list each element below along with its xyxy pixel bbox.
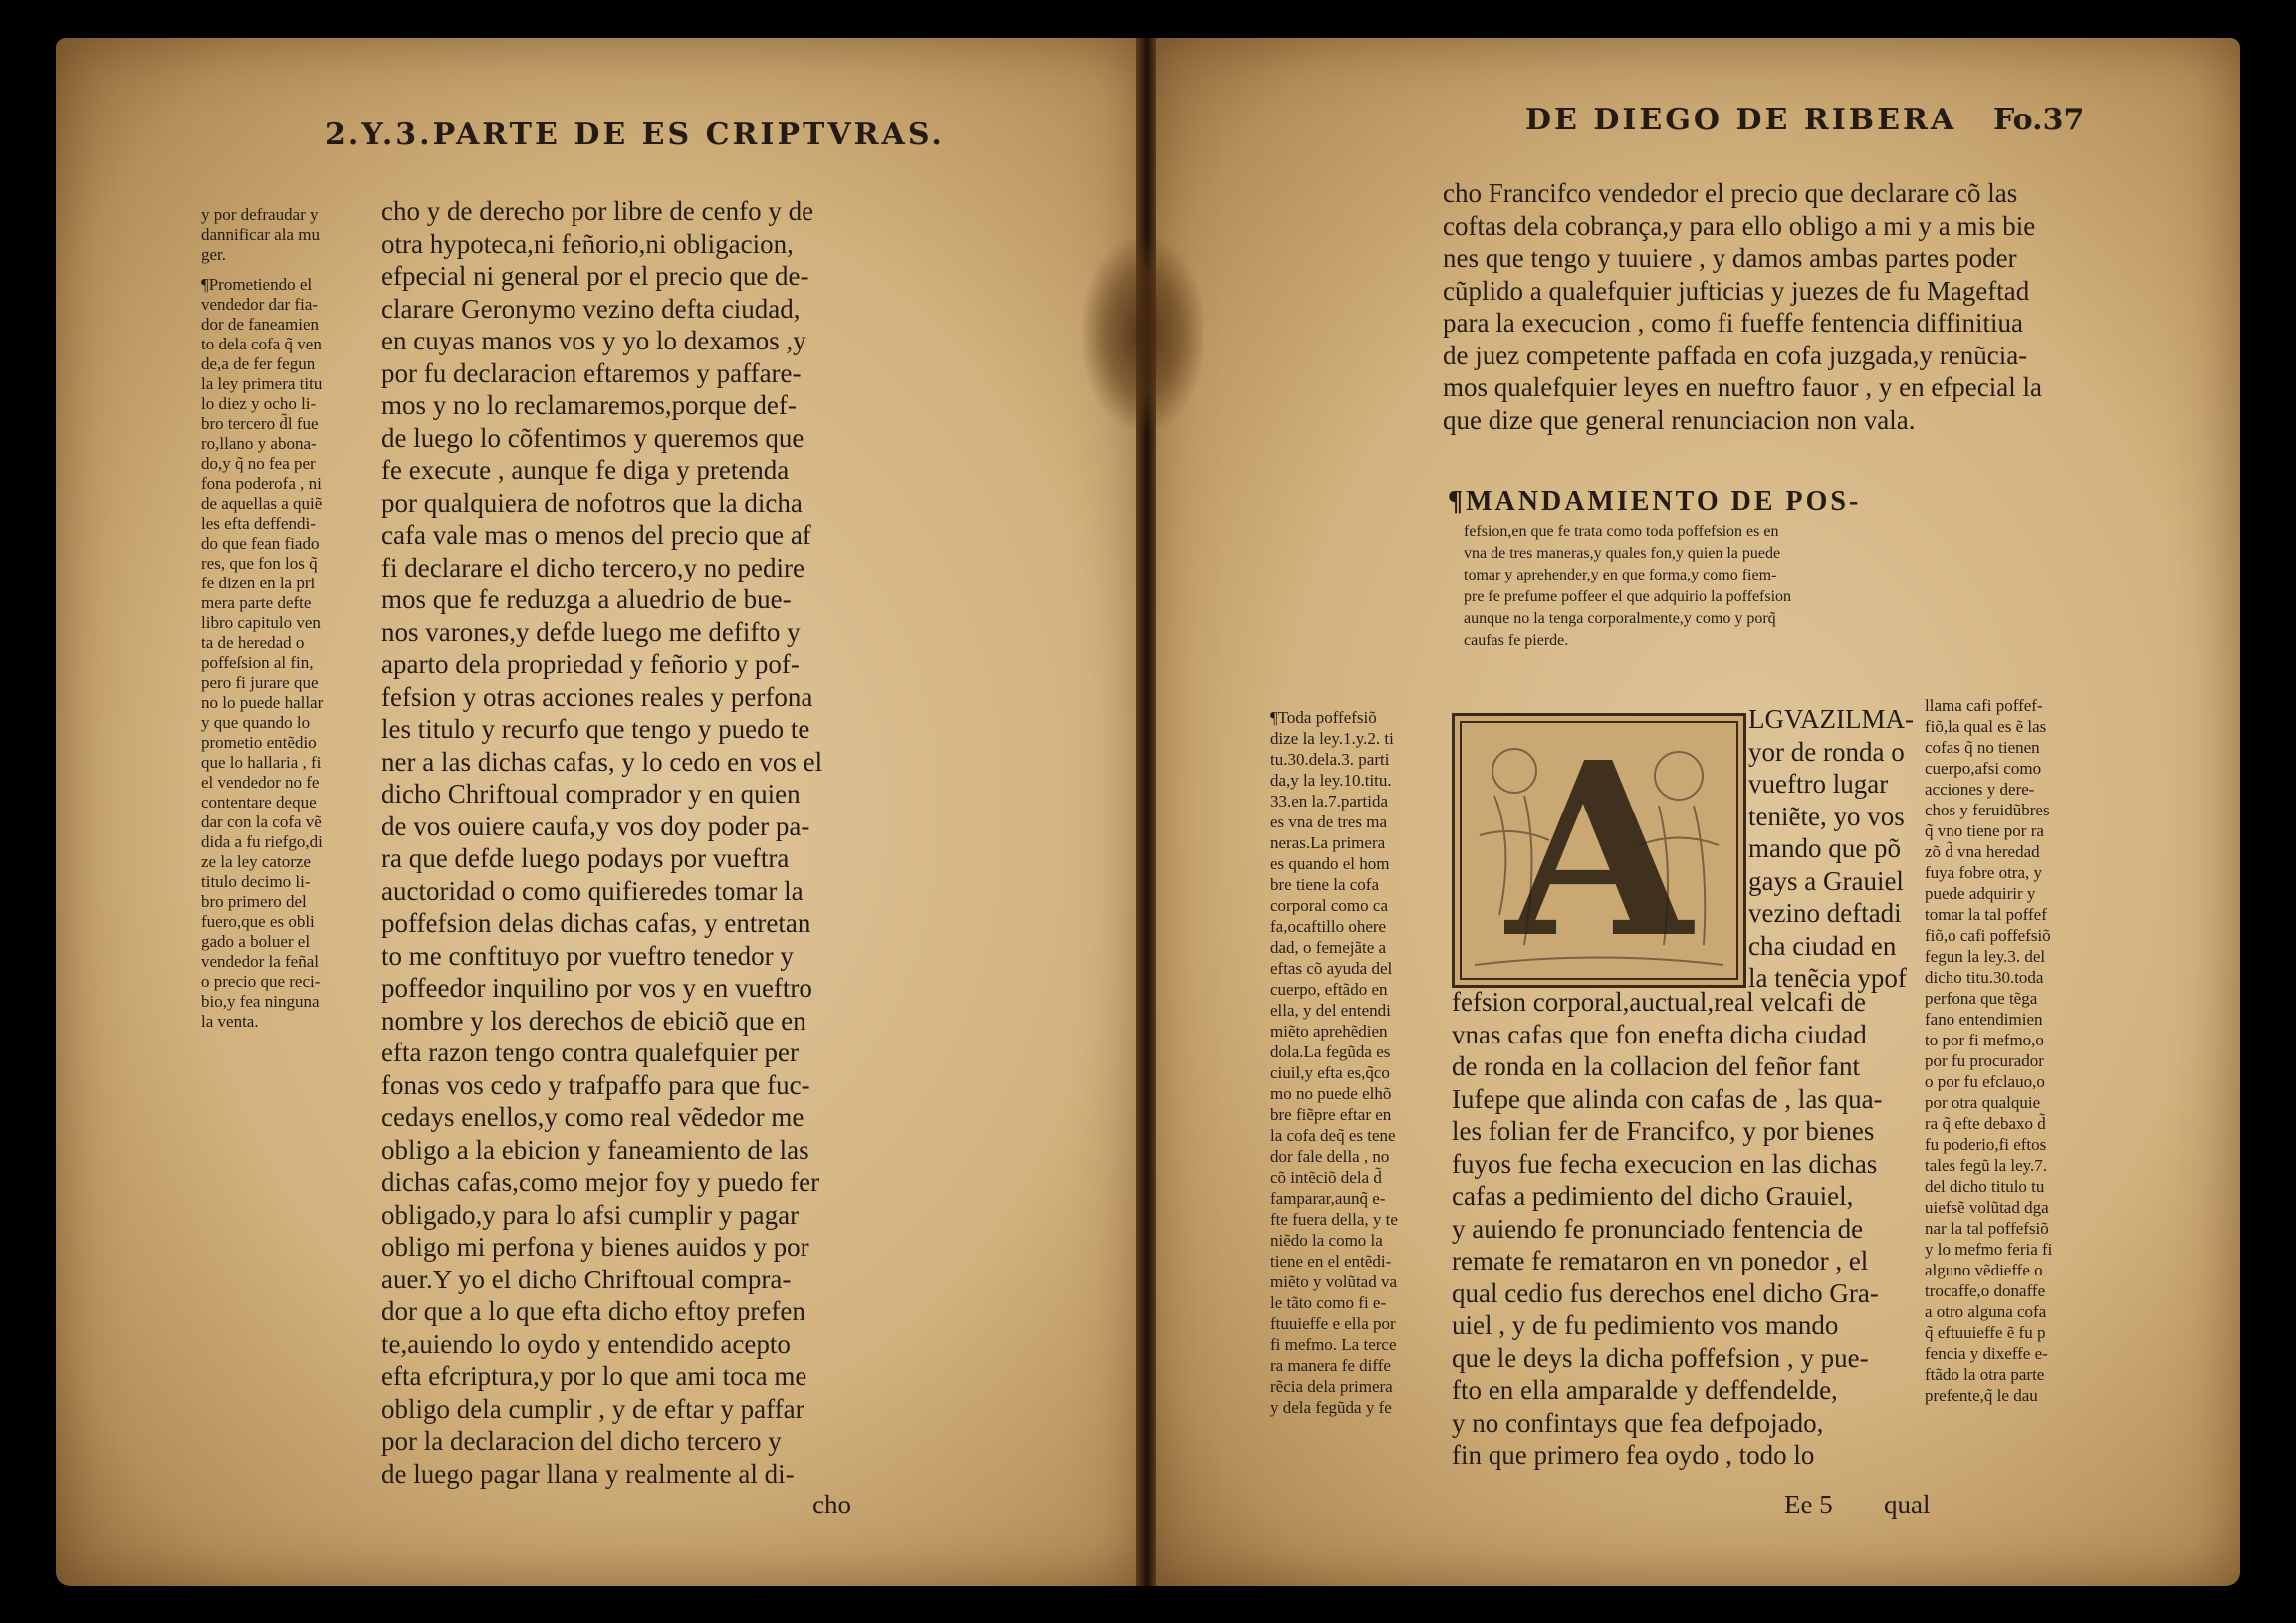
right-running-head: DE DIEGO DE RIBERA: [1525, 103, 1957, 137]
text-beside-initial: LGVAZILMA- yor de ronda o vueftro lugar teniẽte, yo vos mando que põ gays a Grauiel vezino deftadi cha ciudad en la tenẽcia ypof: [1748, 704, 1914, 993]
left-margin-note-2: ¶Prometiendo el vendedor dar fia- dor de faneamien to dela cofa q̃ ven de,a de fer fegun la ley primera titu lo diez y ocho li- bro tercero d̃l fue ro,llano y abona- do,y q̃ no fea per fona poderofa , ni de aquellas a quiẽ les efta deffendi- do que fean fiado res, que fon los q̃ fe dizen en la pri mera parte defte libro capitulo ven ta de heredad o poffeſsion al fin, pero fi jurare que no lo puede hallar y que quando lo prometio entẽdio que lo hallaria , fi el vendedor no fe contentare deque dar con la cofa vẽ dida a fu riefgo,di ze la ley catorze titulo decimo li- bro primero del fuero,que es obli gado a boluer el vendedor la feñal o precio que reci- bio,y fea ninguna la venta.: [201, 275, 324, 1031]
signature-mark: Ee 5: [1784, 1490, 1833, 1519]
page-stain: [1083, 239, 1203, 428]
initial-letter: A: [1505, 710, 1693, 991]
right-page: [1147, 38, 2240, 1586]
right-left-margin-note: ¶Toda poffefsiõ dize la ley.1.y.2. ti tu.30.dela.3. parti da,y la ley.10.titu. 33.en la.7.partida es vna de tres ma neras.La primera es quando el hom bre tiene la cofa corporal como ca fa,ocaftillo ohere dad, o femejãte a eftas cõ ayuda del cuerpo, eftãdo en ella, y del entendi miẽto aprehẽdien dola.La fegũda es ciuil,y efta es,q̃co mo no puede elhõ bre fiẽpre eftar en la cofa deq̃ es tene dor fale della , no cõ intẽciõ dela d̃ famparar,aunq̃ e- fte fuera della, y te niẽdo la como la tiene en el entẽdi- miẽto y volũtad va le tãto como fi e- ftuuieffe e ella por fi mefmo. La terce ra manera fe diffe rẽcia dela primera y dela fegũda y fe: [1270, 708, 1398, 1417]
section-subheading: fefsion,en que fe trata como toda poffefsion es en vna de tres maneras,y quales fon,y quien la puede tomar y aprehender,y en que forma,y como fiem- pre fe prefume poffeer el que adquirio la poffefsion aunque no la tenga corporalmente,y como y porq̃ caufas fe pierde.: [1464, 523, 1792, 649]
left-margin-note-1: y por defraudar y dannificar ala mu ger.: [201, 205, 320, 264]
left-main-text: cho y de derecho por libre de cenfo y de otra hypoteca,ni feñorio,ni obligacion, efpecial ni general por el precio que de- clarare Geronymo vezino defta ciudad, en cuyas manos vos y yo lo dexamos ,y por fu declaracion eftaremos y paffare- mos y no lo reclamaremos,porque def- de luego lo cõfentimos y queremos que fe execute , aunque fe diga y pretenda por qualquiera de nofotros que la dicha cafa vale mas o menos del precio que af fi declarare el dicho tercero,y no pedire mos que fe reduzga a aluedrio de bue- nos varones,y defde luego me defifto y aparto dela propriedad y feñorio y pof- fefsion y otras acciones reales y perfona les titulo y recurfo que tengo y puedo te ner a las dichas cafas, y lo cedo en vos el dicho Chriftoual comprador y en quien de vos ouiere caufa,y vos doy poder pa- ra que defde luego podays por vueftra auctoridad o como quifieredes tomar la poffefsion delas dichas cafas, y entretan to me conftituyo por vueftro tenedor y poffeedor inquilino por vos y en vueftro nombre y los derechos de ebiciõ que en efta razon tengo contra qualefquier per fonas vos cedo y trafpaffo para que fuc- cedays enellos,y como real vẽdedor me obligo a la ebicion y faneamiento de las dichas cafas,como mejor foy y puedo fer obligado,y para lo afsi cumplir y pagar obligo mi perfona y bienes auidos y por auer.Y yo el dicho Chriftoual compra- dor que a lo que efta dicho eftoy prefen te,auiendo lo oydo y entendido acepto efta efcriptura,y por lo que ami toca me obligo dela cumplir , y de eftar y paffar por la declaracion del dicho tercero y de luego pagar llana y realmente al di-: [381, 196, 823, 1489]
left-page: [56, 38, 1143, 1586]
decorated-initial-a: [1452, 710, 1746, 991]
right-right-margin-note: llama cafi poffef- fiõ,la qual es ẽ las cofas q̃ no tienen cuerpo,afsi como acciones y dere- chos y feruidũbres q̃ vno tiene por ra zõ d̃ vna heredad fuya fobre otra, y puede adquirir y tomar la tal poffef fiõ,o cafi poffefsiõ fegun la ley.3. del dicho titu.30.toda perfona que tẽga fano entendimien to por fi mefmo,o por fu procurador o por fu efclauo,o por otra qualquie ra q̃ efte debaxo d̃ fu poderio,fi eftos tales fegũ la ley.7. del dicho titulo tu uiefsẽ volũtad dga nar la tal poffefsiõ y lo mefmo feria fi alguno vẽdieffe o trocaffe,o donaffe a otro alguna cofa q̃ eftuuieffe ẽ fu p fencia y dixeffe e- ftãdo la otra parte prefente,q̃ le dau: [1925, 696, 2053, 1405]
text-below-initial: fefsion corporal,auctual,real velcafi de vnas cafas que fon enefta dicha ciudad de ronda en la collacion del feñor fant Iufepe que alinda con cafas de , las qua- les folian fer de Francifco, y por bienes fuyos fue fecha execucion en las dichas cafas a pedimiento del dicho Grauiel, y auiendo fe pronunciado fentencia de remate fe remataron en vn ponedor , el qual cedio fus derechos enel dicho Gra- uiel , y de fu pedimiento vos mando que le deys la dicha poffefsion , y pue- fto en ella amparalde y deffendelde, y no confintays que fea defpojado, fin que primero fea oydo , todo lo: [1452, 987, 1883, 1470]
right-top-text: cho Francifco vendedor el precio que declarare cõ las coftas dela cobrança,y para ello obligo a mi y a mis bie nes que tengo y tuuiere , y damos ambas partes poder cũplido a qualefquier jufticias y juezes de fu Mageftad para la execucion , como fi fueffe fentencia diffinitiua de juez competente paffada en cofa juzgada,y renũcia- mos qualefquier leyes en nueftro fauor , y en efpecial la que dize que general renunciacion non vala.: [1443, 178, 2042, 435]
section-heading: ¶MANDAMIENTO DE POS-: [1448, 486, 1862, 517]
left-running-head: 2.Y.3.PARTE DE ES CRIPTVRAS.: [325, 117, 945, 152]
left-catchword: cho: [812, 1490, 851, 1519]
right-catchword: qual: [1884, 1490, 1931, 1519]
folio-number: Fo.37: [1993, 103, 2085, 137]
